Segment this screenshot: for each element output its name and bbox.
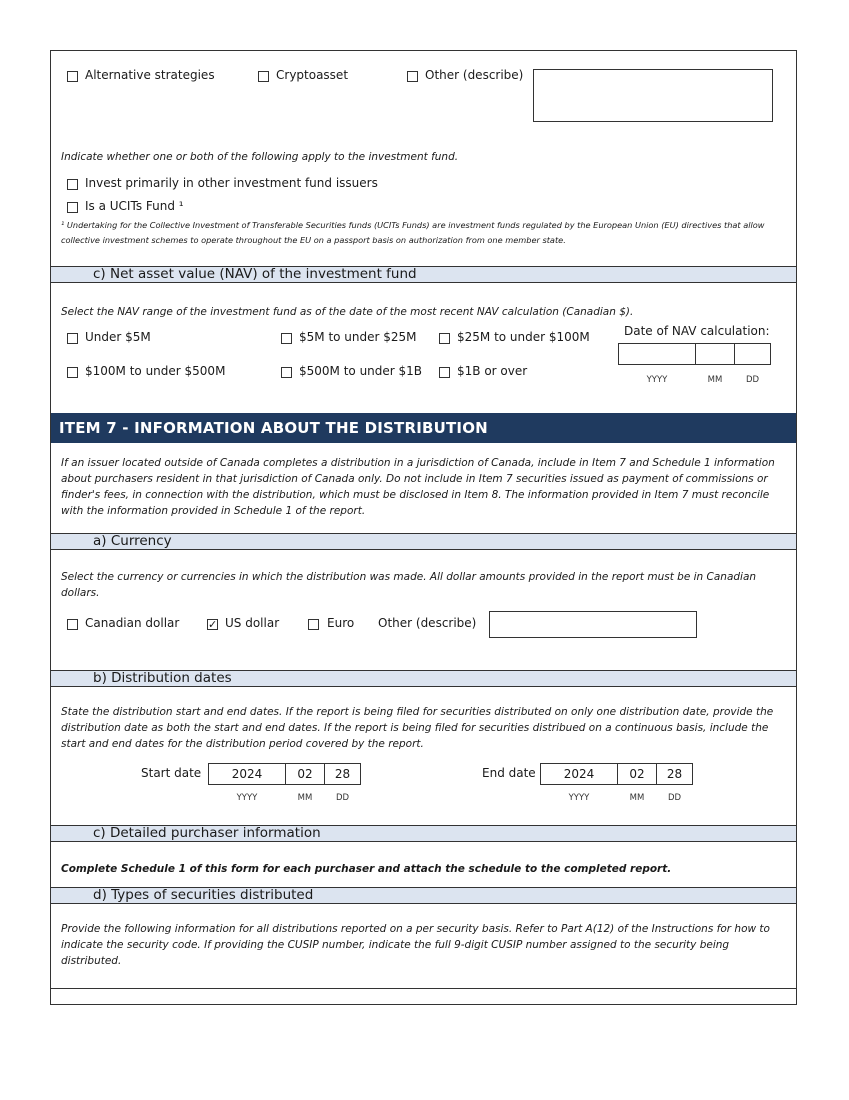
nav-5m-25m-label: $5M to under $25M bbox=[299, 330, 417, 344]
nav-under-5m-checkbox[interactable] bbox=[67, 333, 78, 344]
invest-other-funds-label: Invest primarily in other investment fund issuers bbox=[85, 176, 378, 190]
nav-section-title: c) Net asset value (NAV) of the investment fund bbox=[93, 266, 417, 282]
other-describe-input[interactable] bbox=[533, 69, 773, 122]
nav-mm-caption: MM bbox=[707, 375, 723, 385]
cryptoasset-label: Cryptoasset bbox=[276, 68, 349, 82]
nav-100m-500m-label: $100M to under $500M bbox=[85, 364, 226, 378]
nav-under-5m-label: Under $5M bbox=[85, 330, 151, 344]
end-date-year[interactable]: 2024 bbox=[540, 763, 618, 785]
currency-instruction: Select the currency or currencies in which the distribution was made. All dollar amounts provided in the report must be in Canadian dollars. bbox=[61, 571, 757, 599]
nav-1b-over-label: $1B or over bbox=[457, 364, 528, 378]
item7-intro: If an issuer located outside of Canada completes a distribution in a jurisdiction of Canada, include in Item 7 and Schedule 1 information about purchasers resident in that jurisdiction of Canada only. Do not include in Item 7 securities issued as payment of commissions or finder's fees, in connection with the distribution, which must be disclosed in Item 8. The information provided in Item 7 must reconcile with the information provided in Schedule 1 of the report. bbox=[61, 457, 775, 517]
securities-instruction: Provide the following information for all distributions reported on a per security basis. Refer to Part A(12) of the Instructions for how to indicate the security code. If providing the CUSIP number, indicate the full 9-digit CUSIP number assigned to the security being distributed. bbox=[61, 923, 770, 967]
form-frame bbox=[50, 50, 797, 1005]
securities-header bbox=[51, 887, 796, 904]
start-date-day[interactable]: 28 bbox=[324, 763, 361, 785]
purchaser-title: c) Detailed purchaser information bbox=[93, 825, 321, 841]
other-describe-checkbox[interactable] bbox=[407, 71, 418, 82]
item7-title: ITEM 7 - INFORMATION ABOUT THE DISTRIBUTION bbox=[59, 419, 488, 437]
start-date-label: Start date bbox=[141, 766, 202, 780]
start-date-year[interactable]: 2024 bbox=[208, 763, 286, 785]
start-mm-caption: MM bbox=[297, 793, 313, 803]
currency-other-input[interactable] bbox=[489, 611, 697, 638]
start-yyyy-caption: YYYY bbox=[236, 793, 258, 803]
us-dollar-checkbox[interactable]: ✓ bbox=[208, 618, 218, 631]
purchaser-instruction: Complete Schedule 1 of this form for each purchaser and attach the schedule to the completed report. bbox=[61, 863, 672, 875]
currency-title: a) Currency bbox=[93, 533, 172, 549]
nav-500m-1b-label: $500M to under $1B bbox=[299, 364, 423, 378]
nav-date-year[interactable] bbox=[618, 343, 696, 365]
nav-date-month[interactable] bbox=[695, 343, 735, 365]
end-dd-caption: DD bbox=[667, 793, 682, 803]
dates-header bbox=[51, 670, 796, 687]
euro-label: Euro bbox=[327, 616, 355, 630]
start-date-month[interactable]: 02 bbox=[285, 763, 325, 785]
currency-header bbox=[51, 533, 796, 550]
cryptoasset-checkbox[interactable] bbox=[258, 71, 269, 82]
end-mm-caption: MM bbox=[629, 793, 645, 803]
dates-instruction: State the distribution start and end dates. If the report is being filed for securities distributed on only one distribution date, provide the distribution date as both the start and end dates. If the report is being filed for securities distribued on a continuous basis, include the start and end dates for the distribution period covered by the report. bbox=[61, 706, 774, 750]
nav-dd-caption: DD bbox=[745, 375, 760, 385]
us-dollar-label: US dollar bbox=[225, 616, 280, 630]
alternative-strategies-label: Alternative strategies bbox=[85, 68, 215, 82]
nav-yyyy-caption: YYYY bbox=[646, 375, 668, 385]
end-date-label: End date bbox=[482, 766, 536, 780]
invest-other-funds-checkbox[interactable] bbox=[67, 179, 78, 190]
purchaser-header bbox=[51, 825, 796, 842]
canadian-dollar-label: Canadian dollar bbox=[85, 616, 180, 630]
other-describe-label: Other (describe) bbox=[425, 68, 524, 82]
ucits-fund-label: Is a UCITs Fund ¹ bbox=[85, 199, 184, 213]
securities-title: d) Types of securities distributed bbox=[93, 887, 314, 903]
fund-apply-instruction: Indicate whether one or both of the following apply to the investment fund. bbox=[61, 151, 459, 163]
currency-other-label: Other (describe) bbox=[378, 616, 477, 630]
alternative-strategies-checkbox[interactable] bbox=[67, 71, 78, 82]
end-date-month[interactable]: 02 bbox=[617, 763, 657, 785]
nav-date-day[interactable] bbox=[734, 343, 771, 365]
start-dd-caption: DD bbox=[335, 793, 350, 803]
nav-25m-100m-checkbox[interactable] bbox=[439, 333, 450, 344]
end-yyyy-caption: YYYY bbox=[568, 793, 590, 803]
item7-header bbox=[51, 413, 796, 443]
nav-section-header bbox=[51, 266, 796, 283]
nav-instruction: Select the NAV range of the investment fund as of the date of the most recent NAV calculation (Canadian $). bbox=[61, 306, 634, 318]
euro-checkbox[interactable] bbox=[308, 619, 319, 630]
ucits-footnote: ¹ Undertaking for the Collective Investment of Transferable Securities funds (UCITs Funds) are investment funds regulated by the European Union (EU) directives that allow collective investment schemes to operate throughout the EU on a passport basis on authorization from one member state. bbox=[61, 220, 765, 245]
nav-1b-over-checkbox[interactable] bbox=[439, 367, 450, 378]
canadian-dollar-checkbox[interactable] bbox=[67, 619, 78, 630]
end-date-day[interactable]: 28 bbox=[656, 763, 693, 785]
nav-500m-1b-checkbox[interactable] bbox=[281, 367, 292, 378]
bottom-divider bbox=[51, 988, 796, 989]
nav-5m-25m-checkbox[interactable] bbox=[281, 333, 292, 344]
nav-25m-100m-label: $25M to under $100M bbox=[457, 330, 590, 344]
dates-title: b) Distribution dates bbox=[93, 670, 232, 686]
nav-100m-500m-checkbox[interactable] bbox=[67, 367, 78, 378]
ucits-fund-checkbox[interactable] bbox=[67, 202, 78, 213]
nav-date-label: Date of NAV calculation: bbox=[624, 324, 770, 338]
